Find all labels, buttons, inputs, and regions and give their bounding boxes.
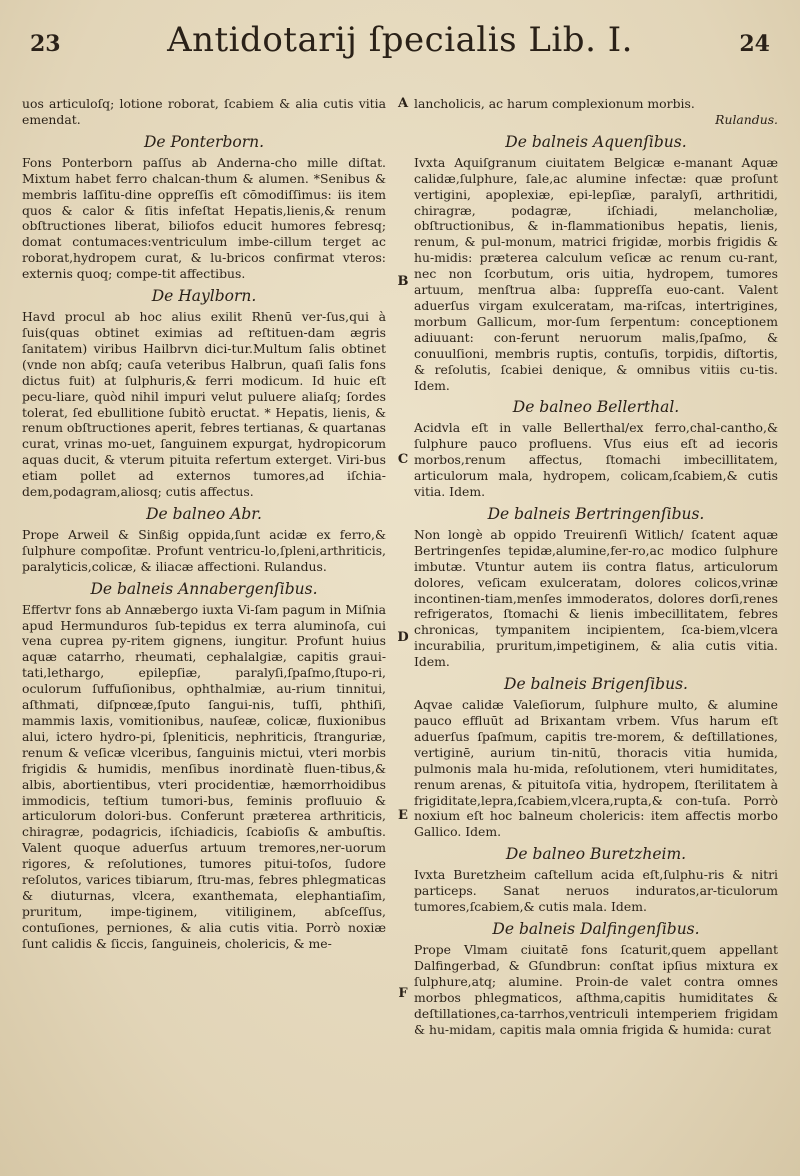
paragraph: Prope Arweil & Sinßig oppida,ſunt acidæ ex ferro,& ſulphure compoſitæ. Profunt ventricu-lo,ſpleni,arthriticis, paralyticis,colicæ, & iliacæ affectioni. Rulandus.	[22, 526, 386, 574]
section-heading: De Ponterborn.	[143, 132, 265, 151]
margin-letter: C	[397, 452, 409, 467]
section-heading: De balneo Buretzheim.	[505, 845, 687, 864]
section-heading: De balneis Aquenſibus.	[505, 132, 687, 151]
paragraph: Aqvae calidæ Valeſiorum, ſulphure multo, & alumine pauco effluūt ad Brixantam vrbem. Vſus harum eſt aduerſus ſpaſmum, capitis tre-morem, & deſtillationes, vertiginē, aurium tin-nitū, thoracis vitia humida, pulmonis mala hu-mida, reſolutionem, vteri humiditates, renum arenas, & pituitoſa vitia, hydropem, ſterilitatem à frigiditate,lepra,ſcabiem,vlcera,rupta,& con-tuſa. Porrò noxium eſt hoc balneum cholericis: item affectis morbo Gallico. Idem.	[414, 697, 778, 840]
paragraph: uos articuloſq; lotione roborat, ſcabiem & alia cutis vitia emendat.	[22, 96, 386, 127]
paragraph: Effertvr fons ab Annæbergo iuxta Vi-ſam pagum in Miſnia apud Hermunduros ſub-tepidus ex terra aluminoſa, cui vena cuprea py-ritem gignens, iungitur. Profunt huius aquæ catarrho, rheumati, cephalalgiæ, capitis graui-tati,lethargo, epilepſiæ, paralyſi,ſpaſmo,ſtupo-ri, oculorum ſuffuſionibus, ophthalmiæ, au-rium tinnitui, aſthmati, diſpnœæ,ſputo ſangui-nis, tuſſi, phthiſi, mammis laxis, vomitionibus, nauſeæ, colicæ, fluxionibus alui, ictero hydro-pi, ſpleniticis, nephriticis, ſtranguriæ, renum & veſicæ vlceribus, ſanguinis mictui, vteri morbis frigidis & humidis, menſibus inordinatè fluen-tibus,& albis, abortientibus, vteri procidentiæ, hæmorrhoidibus immodicis, teſtium tumori-bus, feminis profluuio & articulorum dolori-bus. Conferunt præterea arthriticis, chiragræ, podagricis, iſchiadicis, ſcabioſis & ambuſtis. Valent quoque aduerſus artuum tremores,ner-uorum rigores, & reſolutiones, tumores pitui-toſos, ſudore reſolutos, varices tibiarum, ſtru-mas, febres phlegmaticas & diuturnas, vlcera, exanthemata, elephantiaſim, pruritum, impe-tiginem, vitiliginem, abſceſſus, contuſiones, perniones, & alia cutis vitia. Porrò noxiæ ſunt calidis & ſiccis, ſanguineis, cholericis, & me-	[22, 601, 386, 951]
paragraph: Fons Ponterborn paſſus ab Anderna-cho mille diſtat. Mixtum habet ferro chalcan-thum & alumen. *Senibus & membris laſſitu-dine oppreſſis eſt cōmodiſſimus: iis item quos & calor & ſitis infeſtat Hepatis,lienis,& renum obſtructiones liberat, biliofos educit humores febresq; domat contumaces:ventriculum imbe-cillum terget ac roborat,hydropem curat, & lu-bricos confirmat vteros: externis quoq; compe-tit affectibus.	[22, 154, 386, 282]
text-columns	[22, 96, 778, 1037]
margin-letter: E	[398, 808, 408, 823]
margin-letter: B	[397, 274, 409, 289]
margin-letter: D	[397, 630, 409, 645]
left-column	[22, 96, 386, 1037]
section-heading: De balneo Bellerthal.	[512, 398, 680, 417]
right-column	[414, 96, 778, 1037]
running-header	[22, 20, 778, 76]
right-page-number: 24	[739, 31, 770, 57]
paragraph: Prope Vlmam ciuitatē fons ſcaturit,quem appellant Dalfingerbad, & Gſundbrun: conſtat ipſius mixtura ex ſulphure,atq; alumine. Proin-de valet contra omnes morbos phlegmaticos, aſthma,capitis humiditates & deſtillationes,ca-tarrhos,ventriculi intemperiem frigidam & hu-midam, capitis mala omnia frigida & humida: curat	[414, 941, 778, 1037]
paragraph: lancholicis, ac harum complexionum morbis.	[414, 96, 695, 111]
citation: Rulandus.	[715, 111, 778, 127]
section-heading: De balneis Annabergenſibus.	[90, 579, 318, 598]
section-heading: De balneis Brigenſibus.	[504, 675, 688, 694]
paragraph: Acidvla eſt in valle Bellerthal/ex ferro,chal-cantho,& ſulphure pauco profluens. Vſus eius eſt ad iecoris morbos,renum affectus, ſtomachi imbecillitatem, articulorum mala, hydropem, colicam,ſcabiem,& cutis vitia. Idem.	[414, 420, 778, 500]
margin-letter: F	[398, 986, 408, 1001]
section-heading: De balneis Bertringenſibus.	[487, 504, 705, 523]
running-title: Antidotarij ſpecialis Lib. I.	[167, 20, 633, 60]
margin-letter: A	[397, 96, 409, 111]
paragraph: Non longè ab oppido Treuirenſi Witlich/ ſcatent aquæ Bertringenſes tepidæ,alumine,fer-ro,ac modico ſulphure imbutæ. Vtuntur autem iis contra flatus, articulorum dolores, veſicam exulceratam, dolores colicos,vrinæ incontinen-tiam,menſes immoderatos, dolores dorſi,renes refrigeratos, ſtomachi & lienis imbecillitatem, febres chronicas, tympanitem incipientem, ſca-biem,vlcera incurabilia, pruritum,impetiginem, & alia cutis vitia. Idem.	[414, 526, 778, 670]
paragraph: Ivxta Aquiſgranum ciuitatem Belgicæ e-manant Aquæ calidæ,ſulphure, ſale,ac alumine infectæ: quæ proſunt vertigini, apoplexiæ, epi-lepſiæ, paralyſi, arthritidi, chiragræ, podagræ, iſchiadi, melancholiæ, obſtructionibus, & in-flammationibus hepatis, lienis, renum, & pul-monum, matrici frigidæ, morbis frigidis & hu-midis: præterea calculum veſicæ ac renum cu-rant, nec non ſcorbutum, oris uitia, hydropem, tumores artuum, menſtrua alba: ſuppreſſa euo-cant. Valent aduerſus virgam exulceratam, ma-riſcas, intertrigines, morbum Gallicum, mor-ſum ſerpentum: conceptionem adiuuant: con-ferunt neruorum malis,ſpaſmo, & conuulſioni, membris ruptis, contuſis, torpidis, diſtortis, & reſolutis, ſcabiei denique, & omnibus vitiis cu-tis. Idem.	[414, 154, 778, 393]
section-heading: De balneo Abr.	[146, 504, 262, 523]
paragraph: Havd procul ab hoc alius exilit Rhenū ver-ſus,qui à ſuis(quas obtinet eximias ad reſtituen-dam ægris ſanitatem) viribus Hailbrvn dici-tur.Multum ſalis obtinet (vnde non abſq; cauſa veteribus Halbrun, quaſi ſalis fons dictus fuit) at ſulphuris,& ferri modicum. Id huic eſt pecu-liare, quòd nihil impuri velut puluere aliaſq; ſordes tolerat, ſed ebullitione ſubitò eructat. * Hepatis, lienis, & renum obſtructiones aperit, febres tertianas, & quartanas curat, vrinas mo-uet, ſanguinem expurgat, hydropicorum aquas ducit, & vterum pituita refertum exterget. Viri-bus etiam pollet ad externos tumores,ad iſchia-dem,podagram,aliosq; cutis affectus.	[22, 309, 386, 500]
section-heading: De Haylborn.	[151, 287, 257, 306]
left-page-number: 23	[30, 31, 61, 57]
section-heading: De balneis Dalfingenſibus.	[492, 919, 700, 938]
paragraph: Ivxta Buretzheim caſtellum acida eſt,ſulphu-ris & nitri particeps. Sanat neruos induratos,ar-ticulorum tumores,ſcabiem,& cutis mala. Idem.	[414, 867, 778, 915]
